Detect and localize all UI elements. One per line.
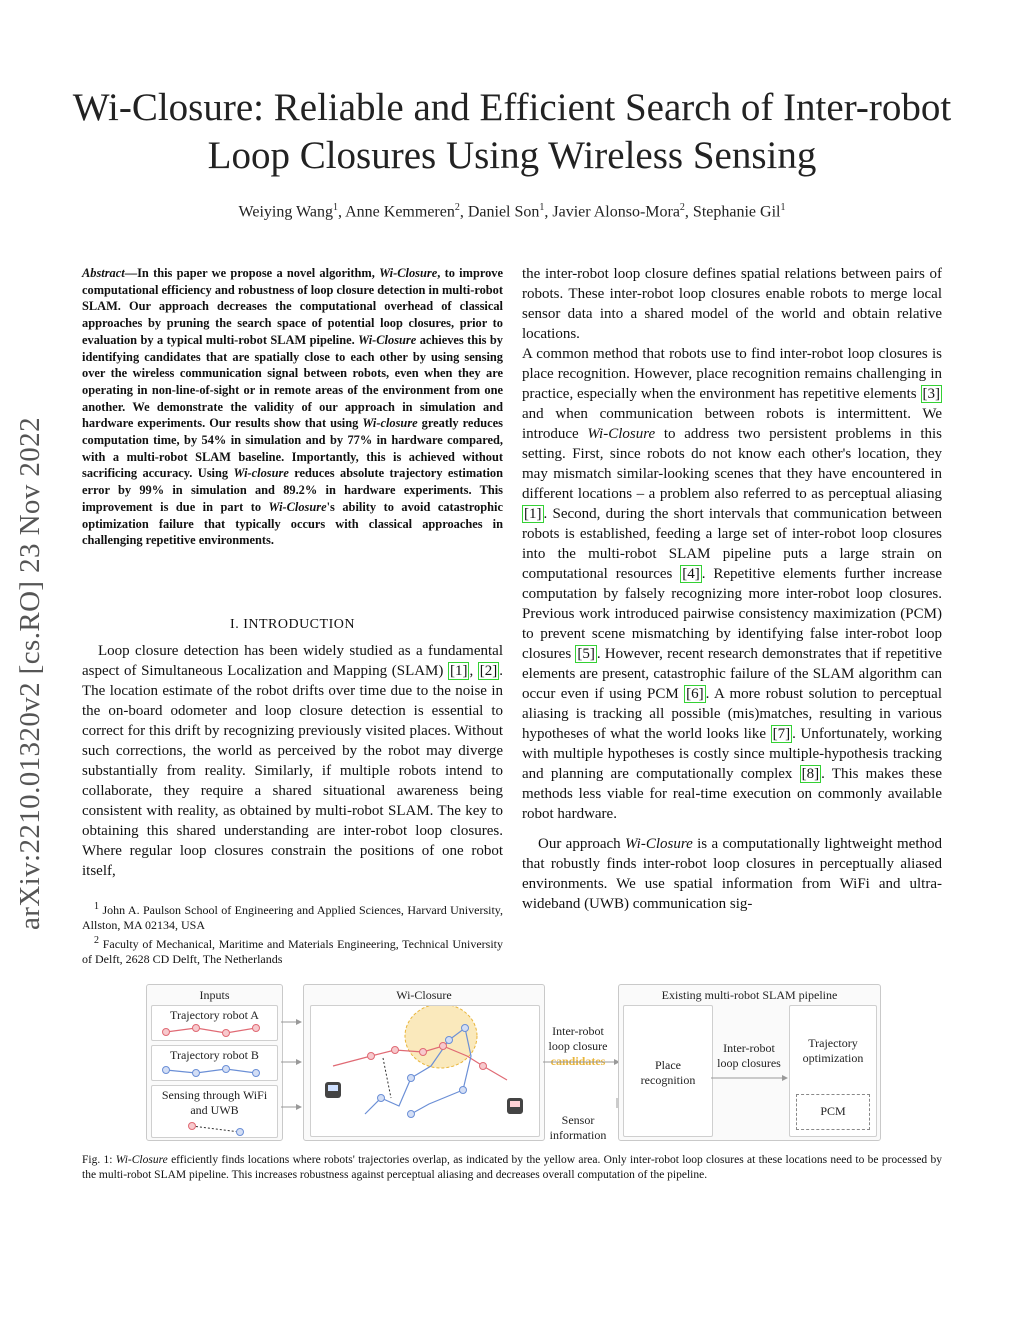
abstract-text: greatly reduces computation time, by 54% in simulation and by 77% in hardware compared, with a multi-robot SLAM baseline. Importantly, this is achieved without sacrificing accuracy. Using: [82, 416, 503, 481]
sensor-text: Sensor: [561, 1113, 595, 1127]
trajectory-optimization-label: [790, 1036, 876, 1066]
author-affiliation: 2: [679, 202, 685, 213]
place-text: Place: [655, 1058, 681, 1072]
sensor-text: information: [549, 1128, 607, 1142]
author-affiliation: 1: [539, 202, 545, 213]
inputs-panel: [146, 984, 283, 1141]
inputs-title: Inputs: [199, 988, 230, 1002]
citation-link[interactable]: [7]: [772, 726, 791, 742]
footnotes: [82, 899, 503, 967]
citation-link[interactable]: [1]: [449, 663, 468, 679]
pcm-label: PCM: [820, 1104, 846, 1118]
place-recognition-box: [623, 1005, 713, 1137]
right-column: [522, 264, 942, 914]
trajectory-a-card: [151, 1005, 278, 1041]
method-name: Wi-closure: [233, 466, 289, 481]
place-text: recognition: [640, 1073, 696, 1087]
sensing-card: [151, 1085, 278, 1138]
body-text: . This makes these methods less viable for real-time execution on commonly available robot hardware.: [522, 766, 942, 822]
method-name: Wi-closure: [362, 416, 418, 431]
body-paragraph: the inter-robot loop closure defines spatial relations between pairs of robots. These inter-robot loop closures enable robots to merge local sensor data into a shared model of the world and obtain relative locations.: [522, 266, 942, 342]
body-text: . A more robust solution to perceptual aliasing is tracking all possible (mis)matches, resulting in various hypotheses of what the world looks like: [522, 686, 943, 742]
body-text: . Repetitive elements further increase computation by falsely recognizing more inter-robot loop closures. Previous work introduced pairwise consistency maximization (PCM) to prevent scene mismatching by identifying false inter-robot loop closures: [522, 566, 942, 662]
traj-opt-text: optimization: [802, 1051, 864, 1065]
body-paragraph: [522, 344, 942, 824]
author-affiliation: 2: [454, 202, 460, 213]
body-text: . However, recent research demonstrates that if repetitive elements are present, catastrophic failure of the SLAM algorithm can occur even if using PCM: [522, 646, 942, 702]
body-text: . Second, during the short intervals that communication between robots is established, feeding a large set of inter-robot loop closures into the multi-robot SLAM pipeline puts a large strain on computational resources: [522, 506, 942, 582]
method-name: Wi-Closure: [587, 426, 656, 442]
sensing-label: Sensing through WiFi and UWB: [161, 1088, 268, 1117]
author-list: Weiying Wang$^1$, Anne Kemmeren$^2$, Daniel Son$^1$, Javier Alonso-Mora$^2$, Stephanie Gil$^1$: [238, 202, 786, 221]
author-name: Javier Alonso-Mora: [552, 203, 680, 221]
citation-link[interactable]: [5]: [577, 646, 595, 662]
body-paragraph: [522, 834, 942, 914]
method-name: Wi-Closure: [379, 266, 438, 280]
wi-closure-title: Wi-Closure: [396, 988, 452, 1002]
inter-text: Inter-robot: [723, 1041, 775, 1055]
place-recognition-label: [624, 1058, 712, 1088]
slam-pipeline-panel: [618, 984, 881, 1141]
trajectory-optimization-box: [789, 1005, 877, 1137]
trajectory-plot: [311, 1006, 539, 1136]
inter-text: loop closures: [717, 1056, 781, 1070]
trajectory-b-icon: [152, 1046, 277, 1080]
pipeline-title: Existing multi-robot SLAM pipeline: [661, 988, 838, 1002]
paper-title: Wi-Closure: Reliable and Efficient Search of Inter-robot Loop Closures Using Wireless Sensing: [72, 86, 952, 177]
citation-link[interactable]: [4]: [682, 566, 700, 582]
footnote-mark: 1: [94, 901, 99, 912]
abstract-text: , to improve computational efficiency and robustness of loop closure detection in multi-robot SLAM. Our approach decreases the computational overhead of classical approaches by pruning the search space of potential loop closures, prior to evaluation by a typical multi-robot SLAM pipeline.: [82, 266, 504, 347]
footnote-mark: 2: [94, 935, 99, 946]
citation-link[interactable]: [3]: [922, 386, 940, 402]
footnote: [82, 933, 503, 967]
citation-link[interactable]: [6]: [686, 686, 704, 702]
input-arrows: [281, 980, 303, 1145]
abstract: [82, 265, 503, 549]
author-name: Weiying Wang: [238, 203, 333, 221]
body-text: Our approach: [538, 836, 625, 852]
trajectory-a-label: Trajectory robot A: [170, 1008, 259, 1022]
footnote: [82, 899, 503, 933]
author-name: Daniel Son: [467, 203, 540, 221]
abstract-text: achieves this by identifying candidates that are spatially close to each other by using sensing over the wireless communication signal between robots, even when they are operating in non-line-of-sight or in remote areas of the environment from one another. We demonstrate the validity of our approach in simulation and hardware experiments. Our results show that using: [82, 332, 503, 431]
author-affiliation: 1: [780, 202, 786, 213]
body-text: to address two persistent problems in this setting. First, since robots do not know each other's location, they may mismatch similar-looking scenes that they have encountered in different locations – a problem also referred to as perceptual aliasing: [522, 426, 942, 502]
method-name: Wi-Closure: [268, 499, 327, 514]
pcm-box: [796, 1094, 870, 1130]
trajectory-b-label: Trajectory robot B: [170, 1048, 259, 1062]
caption-text: efficiently finds locations where robots' trajectories overlap, as indicated by the yellow area. Only inter-robot loop closures at these locations need to be processed by the multi-robot SLAM pipeline. This increases robustness against perceptual aliasing and decreases overall computation of the pipeline.: [82, 1154, 942, 1181]
trajectory-map: [310, 1005, 540, 1137]
intro-paragraph: [82, 641, 503, 881]
caption-label: Fig. 1:: [82, 1154, 116, 1166]
section-heading: I. INTRODUCTION: [230, 617, 355, 632]
body-text: . Unfortunately, working with multiple hypotheses is costly since multiple-hypothesis tracking and planning are computationally complex: [522, 726, 942, 782]
citation-link[interactable]: [2]: [479, 663, 498, 679]
body-text: ,: [469, 663, 478, 679]
figure-1: [146, 980, 879, 1145]
wi-closure-panel: [303, 984, 545, 1141]
body-text: is a computationally lightweight method that robustly finds inter-robot loop closures in perceptually aliased environments. We use spatial information from WiFi and ultra-wideband (UWB) communication sig-: [522, 836, 942, 912]
method-name: Wi-Closure: [625, 836, 693, 852]
body-text: Loop closure detection has been widely studied as a fundamental aspect of Simultaneous Localization and Mapping (SLAM): [82, 643, 503, 679]
method-name: Wi-Closure: [115, 1154, 168, 1166]
footnote-text: Faculty of Mechanical, Maritime and Materials Engineering, Technical University of Delft, 2628 CD Delft, The Netherlands: [82, 937, 503, 966]
flow-arrows: [543, 980, 623, 1145]
abstract-label: Abstract: [82, 266, 125, 280]
trajectory-b-card: [151, 1045, 278, 1081]
pipeline-arrow: [711, 985, 791, 1140]
author-name: Stephanie Gil: [692, 203, 781, 221]
trajectory-a-icon: [152, 1006, 277, 1040]
method-name: Wi-Closure: [358, 332, 417, 347]
body-text: . The location estimate of the robot drifts over time due to the noise in the on-board odometer and loop closure detection is essential to correct for this drift by recognizing previously visited places. Without such corrections, the world as perceived by the robot may diverge substantially from reality. Similarly, if multiple robots intend to collaborate, they require a shared situational awareness being consistent with reality, as obtained by multi-robot SLAM. The key to obtaining this shared understanding are inter-robot loop closures. Where regular loop closures constrain the positions of one robot itself,: [82, 663, 504, 879]
citation-link[interactable]: [8]: [801, 766, 820, 782]
abstract-text: —In this paper we propose a novel algorithm,: [124, 266, 380, 280]
author-name: Anne Kemmeren: [345, 203, 455, 221]
citation-link[interactable]: [1]: [524, 506, 542, 522]
figure-caption: [82, 1153, 942, 1183]
traj-opt-text: Trajectory: [808, 1036, 858, 1050]
abstract-text: reduces absolute trajectory estimation error by 99% in simulation and 89.2% in hardware experiments. This improvement is due in part to: [82, 466, 503, 514]
author-affiliation: 1: [332, 202, 338, 213]
abstract-text: 's ability to avoid catastrophic optimization failure that typically occurs with classical approaches in challenging repetitive environments.: [82, 499, 503, 548]
footnote-text: John A. Paulson School of Engineering and Applied Sciences, Harvard University, Allston, MA 02134, USA: [82, 903, 504, 932]
body-text: and when communication between robots is intermittent. We introduce: [522, 406, 942, 442]
candidates-text: loop closure: [548, 1039, 608, 1053]
sensing-link-icon: [152, 1086, 277, 1137]
candidates-text: Inter-robot: [552, 1024, 604, 1038]
arxiv-identifier: arXiv:2210.01320v2 [cs.RO] 23 Nov 2022: [14, 417, 46, 930]
body-text: A common method that robots use to find inter-robot loop closures is place recognition. However, place recognition remains challenging in practice, especially when the environment has repetitive elements: [522, 346, 942, 402]
candidates-highlight: candidates: [550, 1054, 606, 1068]
